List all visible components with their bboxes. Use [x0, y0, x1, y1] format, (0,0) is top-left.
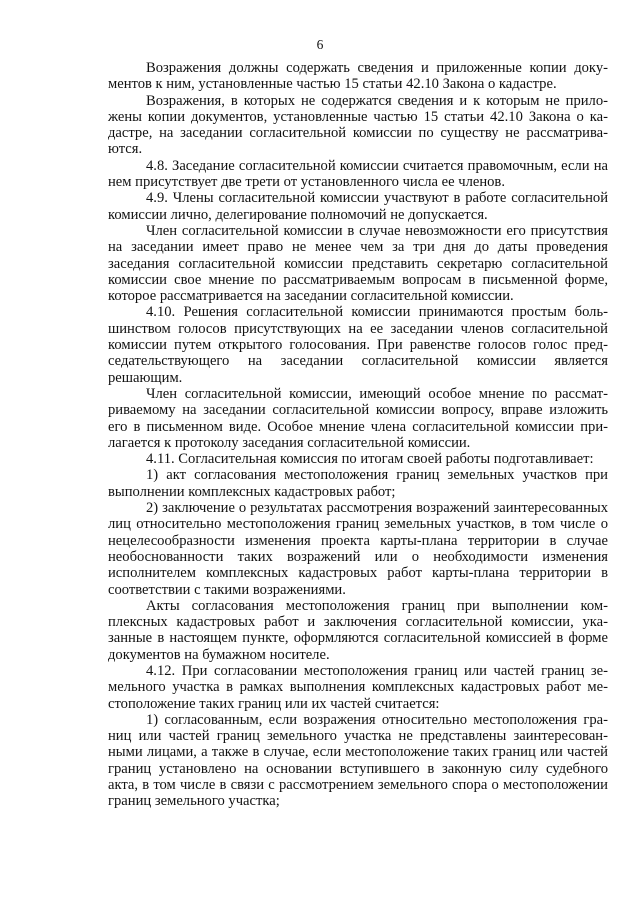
paragraph-written-opinion: Член согласительной комиссии в случае невозможности его присутствия на заседании имеет право не менее чем за три дня до даты проведения заседания согласительной комиссии представить секретарю согласительной комиссии свое мнение по рассматриваемым вопросам в письменной форме, которое рассматривается на заседании согласительной комиссии.: [108, 222, 608, 305]
paragraph-4-12-boundaries: 4.12. При согласовании местоположения границ или частей границ земельного участка в рамках выполнения комплексных кадастровых работ местоположение таких границ или их частей считается:: [108, 662, 608, 712]
paragraph-4-11-prepares: 4.11. Согласительная комиссия по итогам своей работы подготавливает:: [146, 451, 594, 468]
paragraph-objections-not-considered: Возражения, в которых не содержатся сведения и к которым не приложены копии документов, установленные частью 15 статьи 42.10 Закона о кадастре, на заседании согласительной комиссии по существу не рассматриваются.: [108, 92, 608, 158]
paragraph-acts-paper-form: Акты согласования местоположения границ при выполнении комплексных кадастровых работ и заключения согласительной комиссии, указанные в настоящем пункте, оформляются согласительной комиссией в форме документов на бумажном носителе.: [108, 597, 608, 663]
list-item-2-conclusion: 2) заключение о результатах рассмотрения возражений заинтересованных лиц относительно местоположения границ земельных участков, в том числе о нецелесообразности изменения проекта карты-плана территории в случае необоснованности таких возражений или о необходимости изменения исполнителем комплексных кадастровых работ карты-плана территории в соответствии с такими возражениями.: [108, 500, 608, 598]
paragraph-dissenting-opinion: Член согласительной комиссии, имеющий особое мнение по рассматриваемому на заседании согласительной комиссии вопросу, вправе изложить его в письменном виде. Особое мнение члена согласительной комиссии прилагается к протоколу заседания согласительной комиссии.: [108, 385, 608, 451]
list-item-1-boundary-act: 1) акт согласования местоположения границ земельных участков при выполнении комплексных кадастровых работ;: [108, 467, 608, 500]
document-body: [108, 60, 608, 810]
list-item-1-agreed: 1) согласованным, если возражения относительно местоположения границ или частей границ земельного участка не представлены заинтересованными лицами, а также в случае, если местоположение таких границ или частей границ установлено на основании вступившего в законную силу судебного акта, в том числе в связи с рассмотрением земельного спора о местоположении границ земельного участка;: [108, 711, 608, 810]
paragraph-4-10-decisions: 4.10. Решения согласительной комиссии принимаются простым большинством голосов присутствующих на ее заседании членов согласительной комиссии путем открытого голосования. При равенстве голосов голос председательствующего на заседании согласительной комиссии является решающим.: [108, 304, 608, 386]
page-number: 6: [316, 37, 324, 52]
paragraph-4-8-quorum: 4.8. Заседание согласительной комиссии считается правомочным, если на нем присутствует две трети от установленного числа ее членов.: [108, 157, 608, 191]
paragraph-objections-content: Возражения должны содержать сведения и приложенные копии документов к ним, установленные частью 15 статьи 42.10 Закона о кадастре.: [108, 60, 608, 93]
paragraph-4-9-personal-participation: 4.9. Члены согласительной комиссии участвуют в работе согласительной комиссии лично, делегирование полномочий не допускается.: [108, 190, 608, 223]
